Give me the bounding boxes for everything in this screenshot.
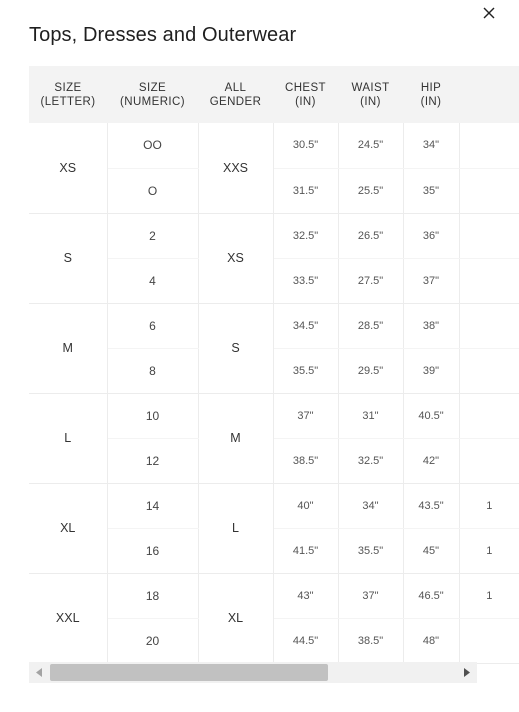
header-line1: WAIST [351,81,390,94]
waist-cell: 31" [338,393,403,438]
all-gender-cell: M [198,393,273,483]
caret-right-icon[interactable] [462,667,472,678]
hip-cell: 43.5" [403,483,459,528]
waist-cell: 25.5" [338,168,403,213]
header-chest [273,66,338,123]
size-letter-cell: XS [29,123,107,213]
header-line1: SIZE [138,81,167,94]
size-numeric-cell: 8 [107,348,198,393]
waist-cell: 37" [338,573,403,618]
horizontal-scrollbar[interactable] [29,662,477,683]
caret-left-icon[interactable] [34,667,44,678]
extra-cell [459,213,519,258]
waist-cell: 27.5" [338,258,403,303]
chest-cell: 41.5" [273,528,338,573]
extra-cell: 1 [459,573,519,618]
chest-cell: 32.5" [273,213,338,258]
waist-cell: 28.5" [338,303,403,348]
size-numeric-cell: OO [107,123,198,168]
size-numeric-cell: 20 [107,618,198,663]
hip-cell: 40.5" [403,393,459,438]
header-line2: (NUMERIC) [120,95,185,108]
chest-cell: 38.5" [273,438,338,483]
size-letter-cell: M [29,303,107,393]
table-body [29,123,519,663]
hip-cell: 35" [403,168,459,213]
chest-cell: 37" [273,393,338,438]
all-gender-cell: S [198,303,273,393]
size-numeric-cell: 2 [107,213,198,258]
table-row [29,393,519,438]
chest-cell: 43" [273,573,338,618]
hip-cell: 39" [403,348,459,393]
extra-cell [459,303,519,348]
header-waist [338,66,403,123]
header-line1: ALL [224,81,247,94]
header-line2: (LETTER) [40,95,96,108]
extra-cell: 1 [459,483,519,528]
size-letter-cell: L [29,393,107,483]
waist-cell: 34" [338,483,403,528]
size-numeric-cell: 14 [107,483,198,528]
table-row [29,303,519,348]
header-line1: SIZE [54,81,82,94]
extra-cell [459,393,519,438]
chest-cell: 31.5" [273,168,338,213]
extra-cell [459,123,519,168]
header-hip [403,66,459,123]
waist-cell: 38.5" [338,618,403,663]
chest-cell: 30.5" [273,123,338,168]
extra-cell: 1 [459,528,519,573]
all-gender-cell: XS [198,213,273,303]
header-all-gender [198,66,273,123]
chest-cell: 35.5" [273,348,338,393]
size-numeric-cell: 12 [107,438,198,483]
hip-cell: 42" [403,438,459,483]
waist-cell: 32.5" [338,438,403,483]
extra-cell [459,258,519,303]
hip-cell: 38" [403,303,459,348]
chest-cell: 40" [273,483,338,528]
table-row [29,483,519,528]
table-header [29,66,519,123]
extra-cell [459,438,519,483]
size-table-viewport[interactable] [29,66,493,661]
chest-cell: 44.5" [273,618,338,663]
size-letter-cell: XXL [29,573,107,663]
hip-cell: 36" [403,213,459,258]
extra-cell [459,348,519,393]
size-numeric-cell: O [107,168,198,213]
all-gender-cell: XXS [198,123,273,213]
header-row [29,66,519,123]
waist-cell: 35.5" [338,528,403,573]
all-gender-cell: L [198,483,273,573]
size-numeric-cell: 16 [107,528,198,573]
header-line2: GENDER [209,95,262,108]
header-line2: (IN) [360,95,381,108]
extra-cell [459,168,519,213]
header-size-letter [29,66,107,123]
close-icon[interactable] [478,2,500,24]
size-table [29,66,519,664]
scrollbar-thumb[interactable] [50,664,328,681]
page-title: Tops, Dresses and Outerwear [29,24,297,46]
size-numeric-cell: 18 [107,573,198,618]
header-extra [459,66,519,123]
size-numeric-cell: 4 [107,258,198,303]
table-row [29,573,519,618]
hip-cell: 37" [403,258,459,303]
table-row [29,213,519,258]
waist-cell: 26.5" [338,213,403,258]
hip-cell: 46.5" [403,573,459,618]
hip-cell: 45" [403,528,459,573]
size-letter-cell: XL [29,483,107,573]
all-gender-cell: XL [198,573,273,663]
close-icon-glyph [483,7,495,19]
header-line1: HIP [420,81,442,94]
header-line1: CHEST [285,81,326,94]
waist-cell: 24.5" [338,123,403,168]
chest-cell: 33.5" [273,258,338,303]
waist-cell: 29.5" [338,348,403,393]
header-line2: (IN) [295,95,316,108]
header-size-numeric [107,66,198,123]
size-numeric-cell: 10 [107,393,198,438]
extra-cell [459,618,519,663]
size-numeric-cell: 6 [107,303,198,348]
hip-cell: 48" [403,618,459,663]
table-row [29,123,519,168]
header-line2: (IN) [420,95,442,108]
hip-cell: 34" [403,123,459,168]
chest-cell: 34.5" [273,303,338,348]
size-letter-cell: S [29,213,107,303]
